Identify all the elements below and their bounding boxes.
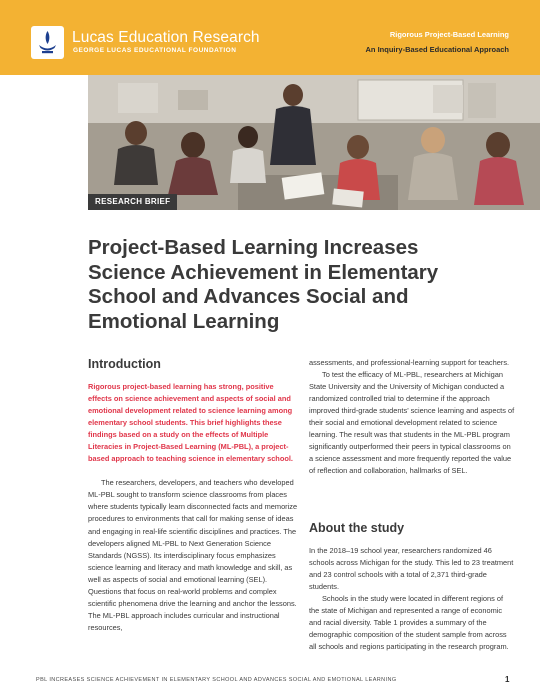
classroom-photo [88,75,540,210]
header-banner [0,0,540,75]
about-study-body [309,545,515,653]
intro-lead-paragraph: Rigorous project-based learning has strong, positive effects on science achievement and aspects of social and emotional development related to science learning among elementary school students. This brief highlights these findings based on a study on the effects of Multiple Literacies in Project-Based Learning (ML-PBL), a project-based approach to teaching science in elementary school. [88,382,293,464]
right-column [309,357,515,477]
about-paragraph-2: Schools in the study were located in different regions of the state of Michigan and represented a range of economic and racial diversity. Table 1 provides a summary of the demographic composition of the student sample from across all schools and regions participating in the research program. [309,594,509,652]
about-study-heading: About the study [309,521,405,535]
org-name: Lucas Education Research [72,29,260,46]
research-brief-badge: RESEARCH BRIEF [88,194,177,210]
intro-paragraph-1: The researchers, developers, and teachers who developed ML-PBL sought to transform science classrooms from places where students typically learn disconnected facts and memorize procedures to environments that call for making sense of ideas and engaging in real-life scientific disciplines and practices. The developers aligned ML-PBL to Next Generation Science Standards (NGSS). Its interdisciplinary focus emphasizes science learning and literacy and math knowledge and skill, as well as aspects of social and emotional learning (SEL). Questions that focus on real-world problems and complex scientific phenomena drive the learning and anchor the lessons. The ML-PBL approach includes curricular and instructional resources, [88,478,298,632]
series-subtitle: An Inquiry-Based Educational Approach [365,45,509,54]
page-number: 1 [505,675,510,684]
intro-paragraph-2: To test the efficacy of ML-PBL, researchers at Michigan State University and the University of Michigan conducted a randomized controlled trial to determine if the approach improved third-grade students’ science learning and aspects of their social and emotional development related to science learning. The result was that students in the ML-PBL program significantly outperformed their peers in typical classrooms on a science assessment and more frequently reported the value of reflection and collaboration, hallmarks of SEL. [309,370,515,476]
classroom-photo-illustration [88,75,540,210]
about-paragraph-1: In the 2018–19 school year, researchers randomized 46 schools across Michigan for the study. This led to 23 treatment and 23 control schools with a total of 2,371 third-grade students. [309,546,514,592]
page-title: Project-Based Learning Increases Science Achievement in Elementary School and Advances Social and Emotional Learning [88,236,439,333]
intro-paragraph-1-continued: assessments, and professional-learning support for teachers. [309,358,510,367]
left-column [88,381,298,634]
series-title: Rigorous Project-Based Learning [389,30,509,39]
lamp-icon [31,26,64,59]
introduction-heading: Introduction [88,357,161,371]
footer-running-title: PBL INCREASES SCIENCE ACHIEVEMENT IN ELEMENTARY SCHOOL AND ADVANCES SOCIAL AND EMOTIONAL LEARNING [36,677,397,683]
org-subtitle: GEORGE LUCAS EDUCATIONAL FOUNDATION [73,47,237,54]
logo [31,26,64,59]
